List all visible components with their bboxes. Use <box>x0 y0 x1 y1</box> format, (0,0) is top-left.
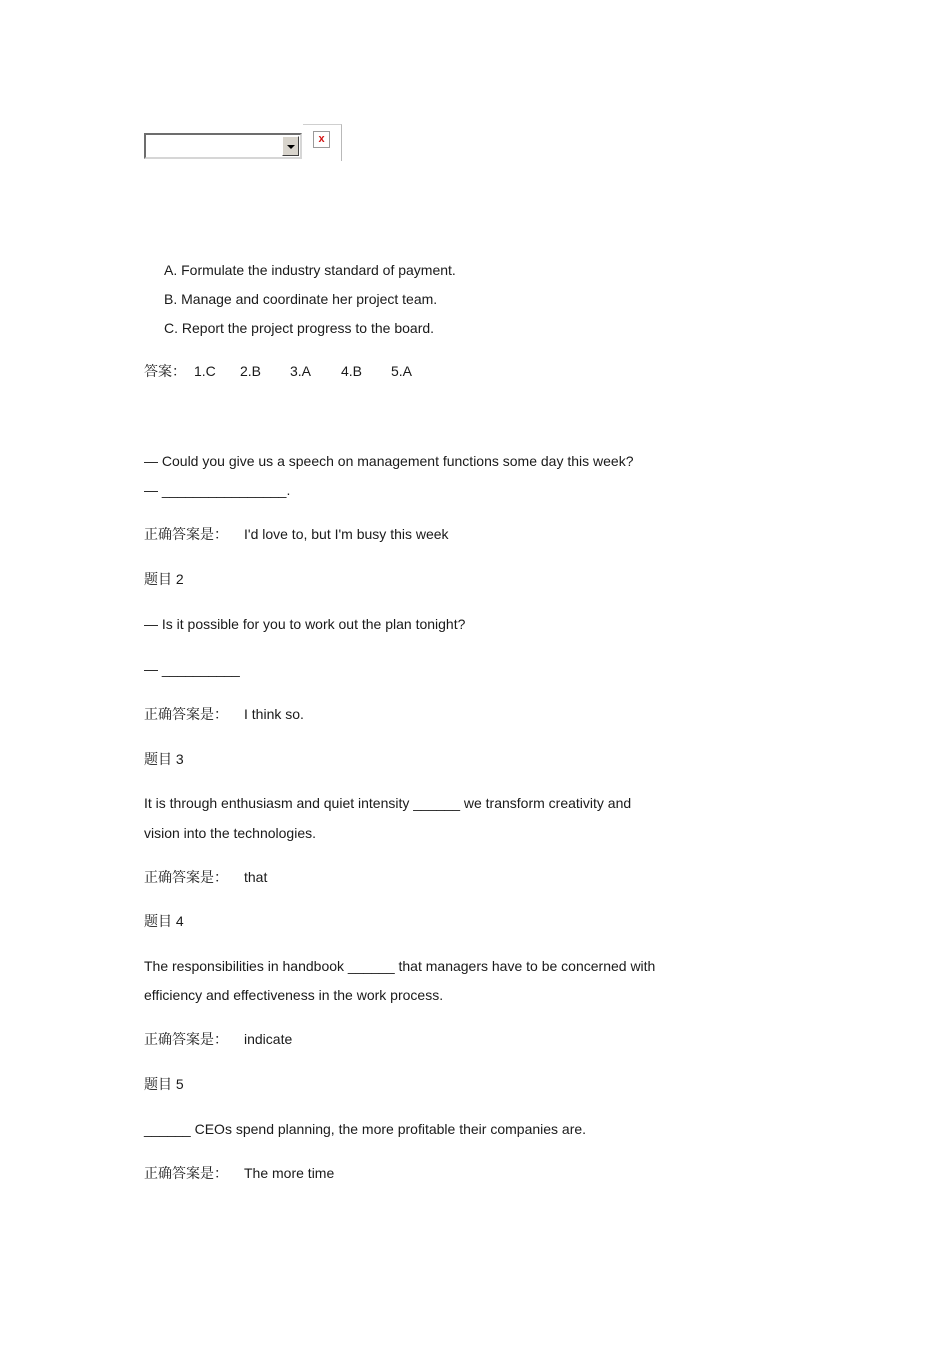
answer-key-item: 5.A <box>391 363 413 379</box>
q4-line-1: The responsibilities in handbook ______ that managers have to be concerned with <box>144 958 656 974</box>
q2-blank: — __________ <box>144 661 240 677</box>
q1-blank: — ________________. <box>144 482 291 498</box>
q5-answer: The more time <box>244 1165 335 1181</box>
answer-key-item: 2.B <box>240 363 262 379</box>
q4-answer: indicate <box>244 1031 293 1047</box>
q4-answer-label: 正确答案是： <box>144 1031 228 1047</box>
broken-image-icon: x <box>313 131 330 148</box>
option-c: C. Report the project progress to the board. <box>164 320 435 336</box>
q2-prompt: — Is it possible for you to work out the plan tonight? <box>144 616 466 632</box>
q3-line-2: vision into the technologies. <box>144 825 316 841</box>
option-b: B. Manage and coordinate her project team. <box>164 291 438 307</box>
q1-answer: I'd love to, but I'm busy this week <box>244 526 449 542</box>
answer-key-item: 4.B <box>341 363 363 379</box>
q4-title: 题目 4 <box>144 913 184 929</box>
q4-line-2: efficiency and effectiveness in the work process. <box>144 987 444 1003</box>
q2-title: 题目 2 <box>144 571 184 587</box>
q5-line-1: ______ CEOs spend planning, the more profitable their companies are. <box>144 1121 587 1137</box>
dropdown-select[interactable] <box>144 133 302 159</box>
q3-answer-label: 正确答案是： <box>144 869 228 885</box>
q5-answer-label: 正确答案是： <box>144 1165 228 1181</box>
option-a: A. Formulate the industry standard of payment. <box>164 262 456 278</box>
q2-answer: I think so. <box>244 706 304 722</box>
q3-title: 题目 3 <box>144 751 184 767</box>
q2-answer-label: 正确答案是： <box>144 706 228 722</box>
chevron-down-icon[interactable] <box>282 136 299 156</box>
answer-key-item: 3.A <box>290 363 312 379</box>
answer-key-label: 答案： <box>144 363 186 379</box>
q1-answer-label: 正确答案是： <box>144 526 228 542</box>
q1-prompt: — Could you give us a speech on management functions some day this week? <box>144 453 634 469</box>
q3-line-1: It is through enthusiasm and quiet intensity ______ we transform creativity and <box>144 795 632 811</box>
answer-key-item: 1.C <box>194 363 216 379</box>
q5-title: 题目 5 <box>144 1076 184 1092</box>
q3-answer: that <box>244 869 268 885</box>
